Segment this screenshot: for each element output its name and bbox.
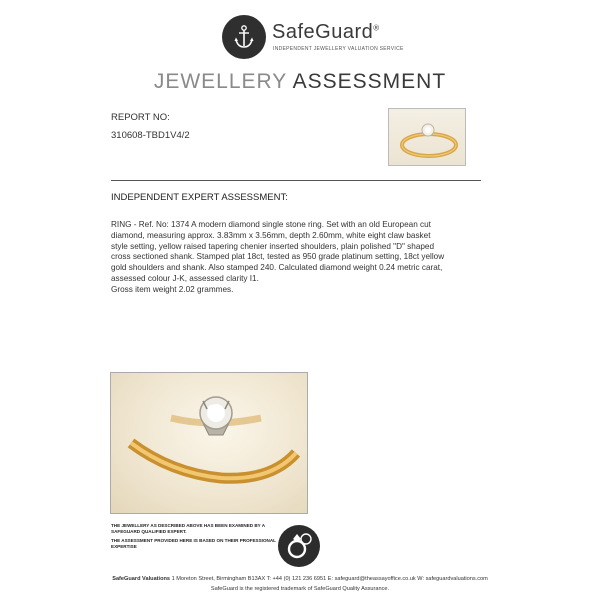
brand-name: SafeGuard® [272,21,380,43]
title-light: JEWELLERY [153,70,287,93]
trademark-line: SafeGuard is the registered trademark of SafeGuard Quality Assurance. [210,586,390,592]
report-label: REPORT NO: [111,112,170,123]
expertise-note: THE ASSESSMENT PROVIDED HERE IS BASED ON THEIR PROFESSIONAL EXPERTISE [111,538,276,549]
ring-thumbnail-photo [388,108,466,166]
contact-line [0,576,600,582]
ring-main-photo [110,372,308,514]
contact-company: SafeGuard Valuations [112,576,171,582]
page-title [0,70,600,94]
section-divider [111,180,481,181]
report-number: 310608-TBD1V4/2 [111,130,190,141]
brand-tagline: INDEPENDENT JEWELLERY VALUATION SERVICE [273,46,404,52]
examination-note: THE JEWELLERY AS DESCRIBED ABOVE HAS BEEN EXAMINED BY A SAFEGUARD QUALIFIED EXPERT. [111,523,265,534]
ring-icon [278,525,320,567]
title-bold: ASSESSMENT [292,70,447,93]
contact-details: 1 Moreton Street, Birmingham B13AX T: +44 (0) 121 236 6951 E: safeguard@theassayoffice.co.uk W: safeguardvaluations.com [170,576,488,582]
assessment-description: RING - Ref. No: 1374 A modern diamond single stone ring. Set with an old European cut diamond, measuring approx. 3.83mm x 3.56mm, depth 2.60mm, white eight claw basket style setting, yellow raised tapering chenier inserted shoulders, plain polished "D" shaped cross sectioned shank. Stamped plat 18ct, tested as 950 grade platinum setting, 18ct yellow gold shoulders and shank. Also stamped 240. Calculated diamond weight 0.24 metric carat, assessed colour J-K, assessed clarity I1. Gross item weight 2.02 grammes. [111,220,445,294]
assessment-heading: INDEPENDENT EXPERT ASSESSMENT: [111,192,288,203]
anchor-icon [222,15,266,59]
safeguard-logo [222,15,404,65]
